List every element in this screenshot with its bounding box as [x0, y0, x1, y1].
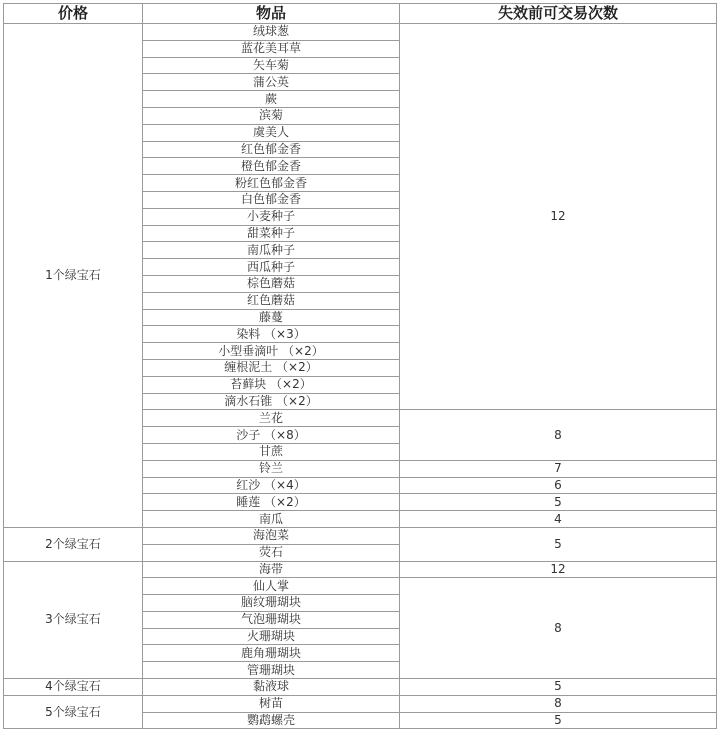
header-trade-count: 失效前可交易次数 [400, 4, 717, 24]
item-cell: 藤蔓 [143, 309, 400, 326]
item-cell: 火珊瑚块 [143, 628, 400, 645]
item-cell: 红沙 （×4） [143, 477, 400, 494]
item-cell: 蒲公英 [143, 74, 400, 91]
item-cell: 滨菊 [143, 107, 400, 124]
item-cell: 红色蘑菇 [143, 292, 400, 309]
price-cell: 5个绿宝石 [4, 695, 143, 729]
item-cell: 南瓜 [143, 511, 400, 528]
item-cell: 蓝花美耳草 [143, 40, 400, 57]
item-cell: 白色郁金香 [143, 191, 400, 208]
item-cell: 橙色郁金香 [143, 158, 400, 175]
trade-count-cell: 8 [400, 695, 717, 712]
header-price: 价格 [4, 4, 143, 24]
header-item: 物品 [143, 4, 400, 24]
table-row [4, 527, 717, 544]
table-row [4, 561, 717, 578]
trade-count-cell: 12 [400, 561, 717, 578]
item-cell: 铃兰 [143, 460, 400, 477]
item-cell: 脑纹珊瑚块 [143, 595, 400, 612]
item-cell: 小麦种子 [143, 208, 400, 225]
trade-count-cell: 8 [400, 578, 717, 679]
item-cell: 树苗 [143, 695, 400, 712]
item-cell: 缠根泥土 （×2） [143, 359, 400, 376]
item-cell: 矢车菊 [143, 57, 400, 74]
item-cell: 苔藓块 （×2） [143, 376, 400, 393]
item-cell: 红色郁金香 [143, 141, 400, 158]
item-cell: 绒球葱 [143, 24, 400, 41]
trade-count-cell: 7 [400, 460, 717, 477]
item-cell: 蕨 [143, 91, 400, 108]
trade-table [3, 3, 717, 729]
trade-count-cell: 5 [400, 494, 717, 511]
table-body [4, 24, 717, 729]
item-cell: 粉红色郁金香 [143, 175, 400, 192]
item-cell: 小型垂滴叶 （×2） [143, 343, 400, 360]
trade-count-cell: 5 [400, 527, 717, 561]
price-cell: 1个绿宝石 [4, 24, 143, 528]
item-cell: 黏液球 [143, 679, 400, 696]
item-cell: 南瓜种子 [143, 242, 400, 259]
item-cell: 染料 （×3） [143, 326, 400, 343]
item-cell: 仙人掌 [143, 578, 400, 595]
item-cell: 棕色蘑菇 [143, 275, 400, 292]
table-row [4, 695, 717, 712]
price-cell: 2个绿宝石 [4, 527, 143, 561]
item-cell: 海泡菜 [143, 527, 400, 544]
item-cell: 气泡珊瑚块 [143, 611, 400, 628]
trade-count-cell: 5 [400, 679, 717, 696]
item-cell: 甜菜种子 [143, 225, 400, 242]
price-cell: 4个绿宝石 [4, 679, 143, 696]
trade-count-cell: 5 [400, 712, 717, 729]
item-cell: 滴水石锥 （×2） [143, 393, 400, 410]
item-cell: 荧石 [143, 544, 400, 561]
trade-count-cell: 6 [400, 477, 717, 494]
item-cell: 甘蔗 [143, 443, 400, 460]
item-cell: 管珊瑚块 [143, 662, 400, 679]
trade-count-cell: 12 [400, 24, 717, 410]
item-cell: 鹦鹉螺壳 [143, 712, 400, 729]
item-cell: 鹿角珊瑚块 [143, 645, 400, 662]
table-row [4, 679, 717, 696]
trade-count-cell: 8 [400, 410, 717, 460]
table-row [4, 24, 717, 41]
header-row [4, 4, 717, 24]
item-cell: 沙子 （×8） [143, 427, 400, 444]
item-cell: 睡莲 （×2） [143, 494, 400, 511]
item-cell: 海带 [143, 561, 400, 578]
item-cell: 兰花 [143, 410, 400, 427]
trade-count-cell: 4 [400, 511, 717, 528]
item-cell: 虞美人 [143, 124, 400, 141]
price-cell: 3个绿宝石 [4, 561, 143, 679]
item-cell: 西瓜种子 [143, 259, 400, 276]
